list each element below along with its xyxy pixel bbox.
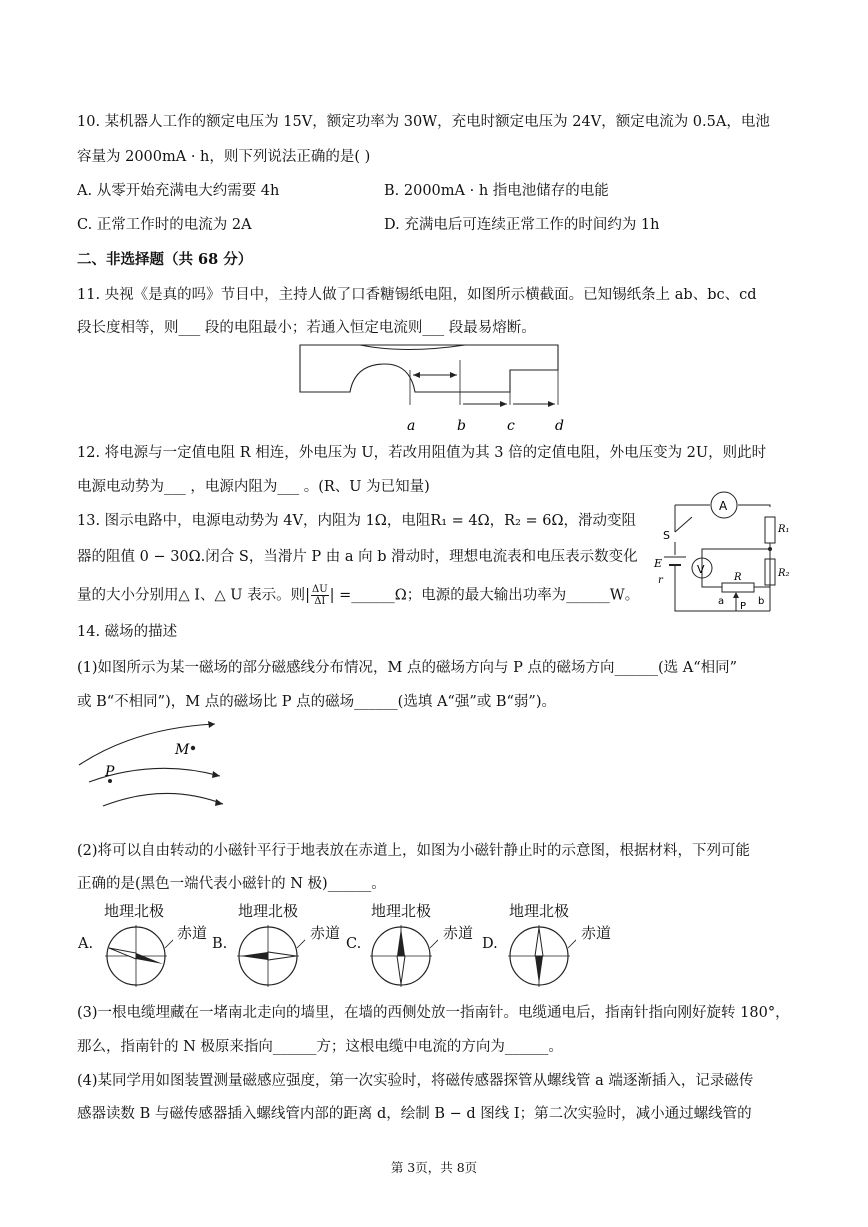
tin-foil-diagram <box>295 340 570 435</box>
q13-line3-part1: 量的大小分别用△ I、△ U 表示。则| <box>77 587 310 604</box>
r1-label: R₁ <box>778 524 790 535</box>
ammeter-label: A <box>719 499 728 513</box>
r2-label: R₂ <box>778 568 790 579</box>
field-lines-diagram <box>75 718 230 818</box>
compass-d-equator: 赤道 <box>581 924 612 942</box>
voltmeter-label: V <box>697 563 705 576</box>
fraction-denominator: ΔI <box>314 596 326 607</box>
q12-stem-line1: 12. 将电源与一定值电阻 R 相连，外电压为 U，若改用阻值为其 3 倍的定值电阻，外电压变为 2U，则此时 <box>77 445 767 461</box>
circuit-diagram <box>650 487 800 627</box>
compass-c-north: 地理北极 <box>371 902 432 920</box>
emf-label: E <box>654 557 663 570</box>
q14-p3-line2: 那么，指南针的 N 极原来指向______方；这根电缆中电流的方向为______。 <box>77 1039 563 1055</box>
q11-stem-line1: 11. 央视《是真的吗》节目中，主持人做了口香糖锡纸电阻，如图所示横截面。已知锡纸条上 ab、bc、cd <box>77 287 757 303</box>
compass-c-letter: C. <box>346 936 362 952</box>
q13-stem-line3 <box>77 584 639 607</box>
end-a-label: a <box>718 596 725 607</box>
q14-p2-line2: 正确的是(黑色一端代表小磁针的 N 极)______。 <box>77 876 386 892</box>
rheostat-label: R <box>734 572 742 583</box>
q11-stem-line2: 段长度相等，则___ 段的电阻最小；若通入恒定电流则___ 段最易熔断。 <box>77 320 536 336</box>
q13-stem-line1: 13. 图示电路中，电源电动势为 4V，内阻为 1Ω，电阻R₁ = 4Ω，R₂ = 6Ω，滑动变阻 <box>77 513 637 529</box>
q13-line3-part2: | =______Ω；电源的最大输出功率为______W。 <box>329 587 640 604</box>
q13-fraction <box>311 584 329 607</box>
q14-title: 14. 磁场的描述 <box>77 624 178 640</box>
label-d: d <box>555 418 564 434</box>
internal-r-label: r <box>658 575 663 586</box>
q14-p4-line1: (4)某同学用如图装置测量磁感应强度，第一次实验时，将磁传感器探管从螺线管 a 端逐渐插入，记录磁传 <box>77 1073 754 1089</box>
end-b-label: b <box>758 596 765 607</box>
compass-c-needle <box>368 920 438 990</box>
q14-p1-line2: 或 B“不相同”)，M 点的磁场比 P 点的磁场______(选填 A“强”或 B“弱”)。 <box>77 694 556 710</box>
label-a: a <box>407 418 416 434</box>
compass-a-needle <box>103 920 173 990</box>
compass-b-needle <box>235 920 305 990</box>
q14-p2-line1: (2)将可以自由转动的小磁针平行于地表放在赤道上，如图为小磁针静止时的示意图，根据材料，下列可能 <box>77 843 751 859</box>
compass-c-equator: 赤道 <box>443 924 474 942</box>
label-c: c <box>507 418 515 434</box>
compass-b-letter: B. <box>212 936 228 952</box>
compass-a-north: 地理北极 <box>104 902 165 920</box>
label-b: b <box>457 418 466 434</box>
compass-d-north: 地理北极 <box>509 902 570 920</box>
q10-stem-line1: 10. 某机器人工作的额定电压为 15V，额定功率为 30W，充电时额定电压为 24V，额定电流为 0.5A，电池 <box>77 114 770 130</box>
q14-p3-line1: (3)一根电缆埋藏在一堵南北走向的墙里，在墙的西侧处放一指南针。电缆通电后，指南针指向刚好旋转 180°， <box>77 1005 790 1021</box>
page-footer: 第 3页，共 8页 <box>390 1160 478 1175</box>
compass-d-letter: D. <box>482 936 498 952</box>
compass-b-north: 地理北极 <box>238 902 299 920</box>
q10-option-a: A. 从零开始充满电大约需要 4h <box>77 183 280 199</box>
q12-stem-line2: 电源电动势为___ ，电源内阻为___ 。(R、U 为已知量) <box>77 479 430 495</box>
slider-p-label: P <box>740 601 747 612</box>
compass-a-equator: 赤道 <box>177 924 208 942</box>
switch-label: S <box>663 529 670 542</box>
section-title: 二、非选择题（共 68 分） <box>77 251 253 268</box>
point-m-label: M <box>175 742 190 758</box>
q10-stem-line2: 容量为 2000mA · h，则下列说法正确的是( ) <box>77 149 371 165</box>
compass-a-letter: A. <box>78 936 94 952</box>
fraction-numerator: ΔU <box>311 584 328 595</box>
q14-p1-line1: (1)如图所示为某一磁场的部分磁感线分布情况，M 点的磁场方向与 P 点的磁场方向______(选 A“相同” <box>77 660 738 676</box>
point-p-label: P <box>105 764 115 780</box>
q10-option-d: D. 充满电后可连续正常工作的时间约为 1h <box>384 217 660 233</box>
q10-option-b: B. 2000mA · h 指电池储存的电能 <box>384 183 609 199</box>
q10-option-c: C. 正常工作时的电流为 2A <box>77 217 252 233</box>
compass-options <box>78 898 638 990</box>
compass-d-needle <box>506 920 576 990</box>
q14-p4-line2: 感器读数 B 与磁传感器插入螺线管内部的距离 d，绘制 B − d 图线 I；第二次实验时，减小通过螺线管的 <box>77 1106 752 1122</box>
q13-stem-line2: 器的阻值 0 − 30Ω.闭合 S，当滑片 P 由 a 向 b 滑动时，理想电流表和电压表示数变化 <box>77 549 638 565</box>
compass-b-equator: 赤道 <box>310 924 341 942</box>
